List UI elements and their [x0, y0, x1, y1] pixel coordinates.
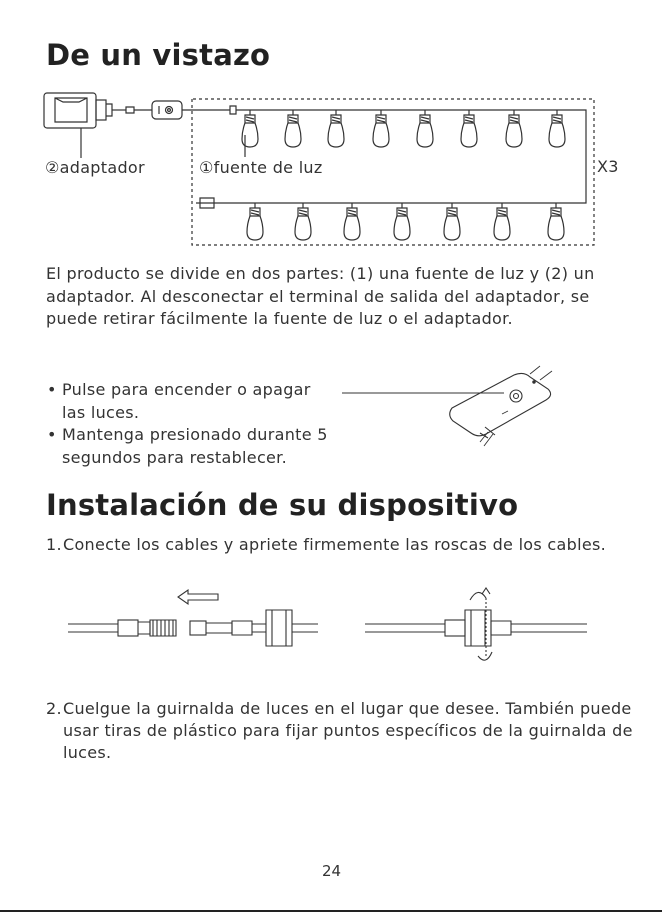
cables-before-icon: [68, 590, 318, 646]
bulb-icon: [549, 110, 565, 147]
bulb-icon: [494, 203, 510, 240]
install-step-2: [46, 698, 638, 764]
bulb-icon: [373, 110, 389, 147]
bulb-icon: [295, 203, 311, 240]
bulbs-bottom: [247, 203, 564, 240]
bulbs-top: [242, 110, 565, 147]
bulb-icon: [444, 203, 460, 240]
section-title-overview: De un vistazo: [46, 38, 271, 72]
adapter-label: ②adaptador: [45, 158, 145, 177]
step-number: 2.: [46, 699, 62, 718]
step-number: 1.: [46, 535, 62, 554]
step-text: Cuelgue la guirnalda de luces en el lugar que desee. También puede usar tiras de plástico para fijar puntos específicos de la guirnalda de luces.: [63, 699, 633, 762]
bottom-rule: [0, 910, 662, 912]
bulb-icon: [247, 203, 263, 240]
bulb-icon: [548, 203, 564, 240]
light-source-label: ①fuente de luz: [199, 158, 323, 177]
bullet-item-toggle: • Pulse para encender o apagar las luces.: [46, 379, 336, 424]
adapter-icon: [44, 93, 152, 128]
cable-connection-diagram: [0, 580, 662, 670]
bulb-icon: [506, 110, 522, 147]
controller-diagram: [330, 360, 570, 450]
bulb-icon: [417, 110, 433, 147]
bulb-icon: [344, 203, 360, 240]
bulb-icon: [461, 110, 477, 147]
section-title-installation: Instalación de su dispositivo: [46, 488, 519, 522]
usage-bullets: [46, 379, 336, 469]
bulb-icon: [328, 110, 344, 147]
overview-diagram: [0, 0, 662, 260]
controller-device-icon: [450, 366, 552, 446]
bulb-icon: [285, 110, 301, 147]
cables-after-icon: [365, 588, 587, 660]
bulb-icon: [394, 203, 410, 240]
page-number: 24: [322, 862, 342, 880]
overview-description: El producto se divide en dos partes: (1) una fuente de luz y (2) un adaptador. Al desconectar el terminal de salida del adaptador, se puede retirar fácilmente la fuente de luz o el adaptador.: [46, 264, 595, 328]
step-text: Conecte los cables y apriete firmemente las roscas de los cables.: [63, 535, 606, 554]
multiplier-label: X3: [597, 157, 619, 176]
bullet-item-reset: • Mantenga presionado durante 5 segundos para restablecer.: [46, 424, 336, 469]
install-step-1: [46, 534, 623, 556]
controller-icon: [152, 101, 182, 119]
